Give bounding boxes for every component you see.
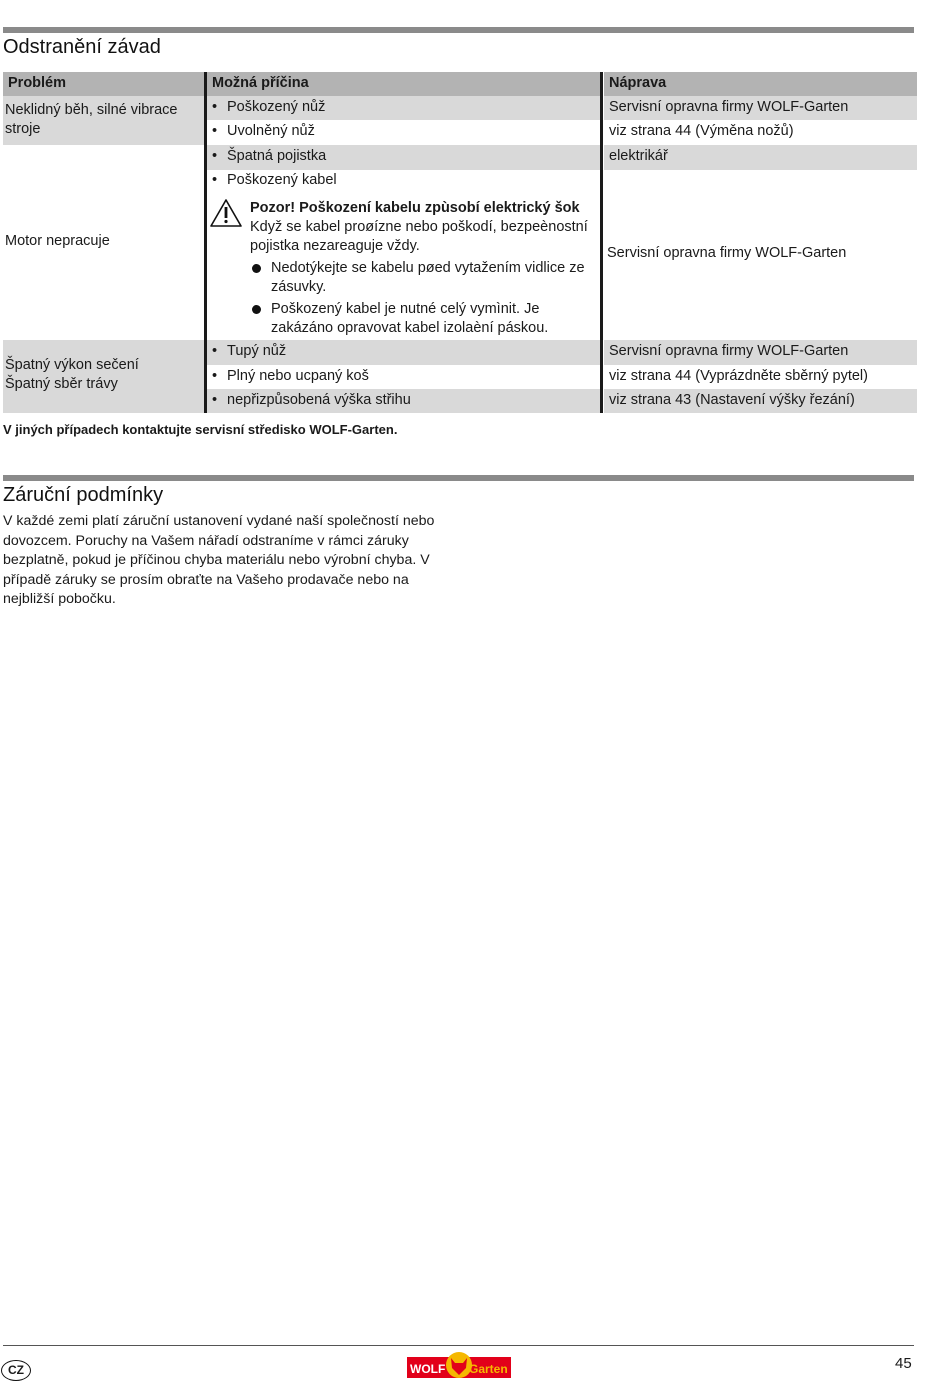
warning-bullet: Poškozený kabel je nutné celý vymìnit. Je zakázáno opravovat kabel izolaèní páskou. (250, 300, 599, 338)
footer-rule (3, 1345, 914, 1346)
cause-cell: • Poškozený kabel (207, 169, 601, 193)
remedy-cell: viz strana 43 (Nastavení výšky řezání) (604, 389, 917, 413)
warning-bullet: Nedotýkejte se kabelu pøed vytažením vidlice ze zásuvky. (250, 259, 599, 297)
warning-text: Když se kabel proøízne nebo poškodí, bezpeènostní pojistka nezareaguje vždy. (250, 219, 588, 254)
remedy-cell: Servisní opravna firmy WOLF-Garten (604, 340, 917, 365)
warranty-title: Záruční podmínky (3, 484, 164, 506)
wolf-garten-logo (407, 1352, 511, 1380)
warning-remedy: Servisní opravna firmy WOLF-Garten (607, 245, 847, 261)
remedy-cell: Servisní opravna firmy WOLF-Garten (604, 96, 917, 120)
remedy-cell: viz strana 44 (Výměna nožů) (609, 123, 794, 139)
problem-cell: Neklidný běh, silné vibrace stroje (5, 102, 178, 137)
table-row (3, 145, 917, 170)
header-problem: Problém (3, 72, 204, 96)
column-divider (600, 72, 603, 413)
remedy-cell: viz strana 44 (Vyprázdněte sběrný pytel) (609, 368, 868, 384)
problem-cell: Motor nepracuje (5, 233, 110, 249)
warning-triangle-icon (209, 198, 243, 234)
cause-cell: • Špatná pojistka (207, 145, 601, 170)
warning-title: Pozor! Poškození kabelu zpùsobí elektrický šok (250, 200, 580, 216)
cause-cell: • Plný nebo ucpaný koš (207, 365, 601, 389)
table-header-row (3, 72, 917, 96)
problem-cell: Špatný výkon sečení (5, 357, 139, 373)
header-cause: Možná příčina (207, 72, 601, 96)
contact-note: V jiných případech kontaktujte servisní středisko WOLF-Garten. (3, 422, 398, 437)
cause-cell: • Poškozený nůž (207, 96, 601, 120)
header-remedy: Náprava (604, 72, 917, 96)
cause-cell: • Uvolněný nůž (207, 120, 601, 144)
page-number: 45 (895, 1355, 912, 1372)
svg-text:Garten: Garten (469, 1362, 508, 1376)
remedy-cell: elektrikář (604, 145, 917, 170)
column-divider (204, 72, 207, 413)
section-rule-troubleshooting (3, 27, 914, 33)
country-badge: CZ (1, 1360, 31, 1381)
svg-text:WOLF: WOLF (410, 1362, 446, 1376)
warranty-text: V každé zemi platí záruční ustanovení vydané naší společností nebo dovozcem. Poruchy na Vašem nářadí odstraníme v rámci záruky bezplatně, pokud je příčinou chyba materiálu nebo výrobní chyba. V případě záruky se prosím obraťte na Vašeho prodavače nebo na nejbližší pobočku. (3, 513, 435, 607)
troubleshooting-title: Odstranění závad (3, 36, 161, 58)
cause-cell: • nepřizpůsobená výška střihu (207, 389, 601, 413)
table-row (3, 169, 917, 193)
cause-cell: • Tupý nůž (207, 340, 601, 365)
problem-cell: Špatný sběr trávy (5, 376, 118, 392)
section-rule-warranty (3, 475, 914, 481)
